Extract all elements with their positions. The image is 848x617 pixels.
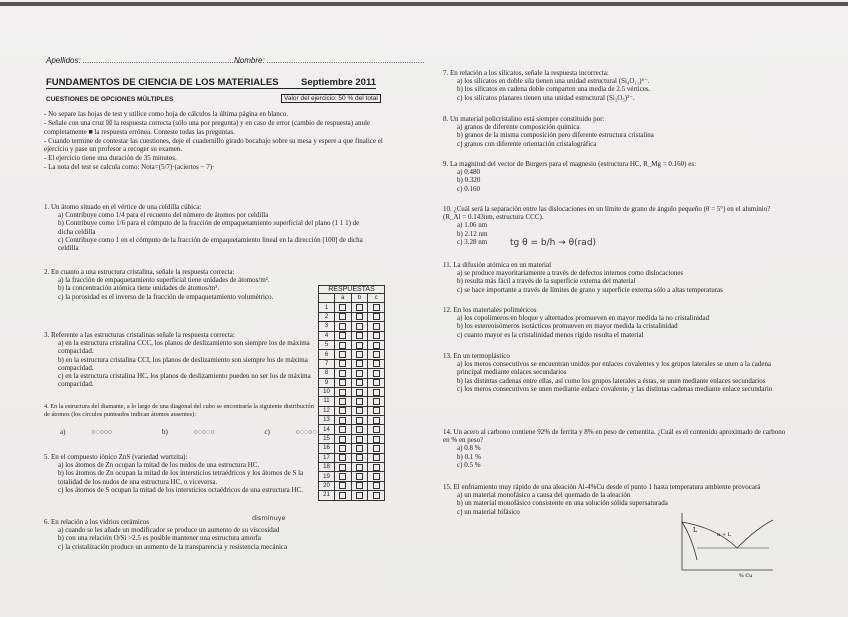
checkbox-icon[interactable] bbox=[356, 436, 363, 443]
instructions bbox=[44, 110, 389, 172]
checkbox-icon[interactable] bbox=[356, 389, 363, 396]
question-8 bbox=[443, 115, 773, 148]
label-axis: % Cu bbox=[739, 573, 753, 578]
apellidos-line: Apellidos: ........................................................................ bbox=[46, 56, 243, 65]
rule: - Cuando termine de contestar las cuestiones, deje el cuadernillo girado bocabajo sobre su mesa y espere a que finalice el ejercicio y pase un profesor a recoger su examen. bbox=[44, 136, 383, 153]
checkbox-icon[interactable] bbox=[373, 464, 380, 471]
checkbox-icon[interactable] bbox=[339, 417, 346, 424]
answer-cell-c[interactable] bbox=[368, 425, 385, 434]
checkbox-icon[interactable] bbox=[373, 482, 380, 489]
answer-cell-a[interactable] bbox=[335, 331, 352, 340]
question-3 bbox=[44, 331, 314, 388]
row-number: 21 bbox=[319, 491, 335, 500]
answer-cell-a[interactable] bbox=[335, 425, 352, 434]
checkbox-icon[interactable] bbox=[356, 473, 363, 480]
option-b[interactable]: b) los silicatos en cadena doble comparten una media de 2.5 vértices. bbox=[457, 85, 651, 94]
option-a[interactable]: a) granos de diferente composición química bbox=[457, 123, 580, 132]
row-number: 13 bbox=[319, 416, 335, 425]
answer-cell-b[interactable] bbox=[351, 491, 368, 500]
option-c[interactable]: c) los átomos de S ocupan la mitad de los intersticios octaédricos de una estructura HC. bbox=[58, 485, 303, 494]
option-c[interactable]: c) los silicatos planares tienen una unidad estructural (Si₂O₅)²⁻. bbox=[457, 93, 635, 102]
checkbox-icon[interactable] bbox=[356, 482, 363, 489]
option-a[interactable]: a) cuando se les añade un modificador se produce un aumento de su viscosidad bbox=[58, 526, 280, 535]
checkbox-icon[interactable] bbox=[356, 426, 363, 433]
option-b[interactable]: b) las distintas cadenas entre ellas, así como los grupos laterales a éstas, se unen mediante enlaces secundarios bbox=[457, 376, 766, 385]
checkbox-icon[interactable] bbox=[373, 407, 380, 414]
checkbox-icon[interactable] bbox=[373, 379, 380, 386]
question-11 bbox=[443, 261, 788, 294]
option-a[interactable]: a) los átomos de Zn ocupan la mitad de los nudos de una estructura HC. bbox=[58, 461, 260, 470]
option-c[interactable]: c) los meros consecutivos se unen mediante enlace covalente, y las distintas cadenas mediante enlace secundario bbox=[457, 384, 773, 393]
option-b[interactable]: b) en la estructura cristalina CCI, los planos de deslizamiento son siempre los de máxima compacidad. bbox=[58, 355, 308, 372]
answer-cell-c[interactable] bbox=[368, 359, 385, 368]
option-c[interactable]: c) 0.5 % bbox=[457, 460, 481, 469]
question-1 bbox=[44, 203, 364, 252]
column-header-a: a bbox=[335, 294, 352, 303]
table-row bbox=[319, 387, 385, 396]
scan-edge bbox=[0, 2, 848, 6]
column-header-b: b bbox=[351, 294, 368, 303]
checkbox-icon[interactable] bbox=[356, 379, 363, 386]
checkbox-icon[interactable] bbox=[356, 332, 363, 339]
answer-cell-b[interactable] bbox=[351, 481, 368, 490]
answer-cell-a[interactable] bbox=[335, 369, 352, 378]
row-number: 19 bbox=[319, 472, 335, 481]
option-b[interactable]: b) los átomos de Zn ocupan la mitad de los intersticios tetraédricos y los átomos de S la totalidad de los nudos de una estructura HC, o viceversa. bbox=[58, 469, 304, 486]
answer-cell-c[interactable] bbox=[368, 303, 385, 312]
checkbox-icon[interactable] bbox=[373, 417, 380, 424]
answer-cell-b[interactable] bbox=[351, 322, 368, 331]
option-a[interactable]: a) los copolímeros en bloque y alternados promueven en mayor medida la no cristalinidad bbox=[457, 314, 710, 323]
question-7 bbox=[443, 69, 773, 102]
option-a[interactable]: a) se produce mayoritariamente a través de defectos internos como dislocaciones bbox=[457, 269, 684, 278]
checkbox-icon[interactable] bbox=[356, 417, 363, 424]
option-a[interactable]: a) los silicatos en doble sila tienen una unidad estructural (Si₄O₁₁)⁶⁻. bbox=[457, 77, 650, 86]
answer-cell-c[interactable] bbox=[368, 369, 385, 378]
option-b[interactable]: b) 2.12 nm bbox=[457, 229, 488, 238]
answer-cell-b[interactable] bbox=[351, 303, 368, 312]
table-row bbox=[319, 331, 385, 340]
answer-cell-c[interactable] bbox=[368, 406, 385, 415]
question-stem: 6. En relación a los vidrios cerámicos bbox=[44, 518, 150, 526]
table-row bbox=[319, 444, 385, 453]
answer-cell-a[interactable] bbox=[335, 406, 352, 415]
table-row bbox=[319, 397, 385, 406]
row-number: 7 bbox=[319, 359, 335, 368]
answer-cell-b[interactable] bbox=[351, 406, 368, 415]
checkbox-icon[interactable] bbox=[373, 360, 380, 367]
answer-cell-a[interactable] bbox=[335, 434, 352, 443]
row-number: 6 bbox=[319, 350, 335, 359]
question-2 bbox=[44, 268, 314, 301]
answers-body bbox=[319, 303, 385, 500]
handwritten-note-q6: disminuye bbox=[252, 514, 286, 522]
checkbox-icon[interactable] bbox=[356, 398, 363, 405]
option-a[interactable]: a) ○◌○○○ bbox=[60, 428, 113, 436]
answer-cell-c[interactable] bbox=[368, 322, 385, 331]
option-a[interactable]: a) en la estructura cristalina CCC, los planos de deslizamiento son siempre los de máxima compacidad. bbox=[58, 339, 310, 356]
row-number: 11 bbox=[319, 397, 335, 406]
answer-cell-a[interactable] bbox=[335, 303, 352, 312]
row-number: 20 bbox=[319, 481, 335, 490]
answer-cell-b[interactable] bbox=[351, 463, 368, 472]
checkbox-icon[interactable] bbox=[339, 482, 346, 489]
question-stem: 13. En un termoplástico bbox=[443, 352, 510, 360]
checkbox-icon[interactable] bbox=[373, 492, 380, 499]
rule: - La nota del test se calcula como: Nota=(5/7)·(aciertos − 7)· bbox=[44, 163, 215, 171]
answer-cell-b[interactable] bbox=[351, 416, 368, 425]
checkbox-icon[interactable] bbox=[356, 304, 363, 311]
answer-cell-b[interactable] bbox=[351, 340, 368, 349]
phase-diagram bbox=[677, 508, 777, 578]
option-c[interactable]: c) la porosidad es el inverso de la fracción de empaquetamiento volumétrico. bbox=[58, 292, 274, 301]
atoms-b-icon: ○◌○◌○ bbox=[193, 428, 215, 436]
question-10 bbox=[443, 205, 788, 246]
checkbox-icon[interactable] bbox=[373, 304, 380, 311]
answer-cell-c[interactable] bbox=[368, 331, 385, 340]
row-number: 8 bbox=[319, 369, 335, 378]
question-stem: 15. El enfriamiento muy rápido de una aleación Al-4%Cu desde el punto 1 hasta temperatura ambiente provocará bbox=[443, 483, 761, 491]
question-4 bbox=[44, 403, 314, 419]
checkbox-icon[interactable] bbox=[356, 407, 363, 414]
option-c[interactable]: c) se hace importante a través de límites de grano y superficie externa sólo a altas temperaturas bbox=[457, 285, 723, 294]
exercise-value-box: Valor del ejercicio: 50 % del total bbox=[281, 94, 381, 103]
label-l: L bbox=[693, 527, 697, 534]
answer-cell-c[interactable] bbox=[368, 312, 385, 321]
question-stem: 1. Un átomo situado en el vértice de una celdilla cúbica: bbox=[44, 203, 202, 211]
option-a[interactable]: a) 1.06 nm bbox=[457, 221, 488, 230]
option-b[interactable]: b) la concentración atómica tiene unidades de átomos/m³. bbox=[58, 284, 220, 293]
answer-cell-a[interactable] bbox=[335, 463, 352, 472]
checkbox-icon[interactable] bbox=[339, 389, 346, 396]
answer-cell-c[interactable] bbox=[368, 397, 385, 406]
label-alpha-l: α + L bbox=[717, 532, 732, 538]
option-b[interactable]: b) los estereoisómeros isotácticos promueven en mayor medida la cristalinidad bbox=[457, 322, 678, 331]
exam-title bbox=[46, 77, 376, 89]
checkbox-icon[interactable] bbox=[356, 454, 363, 461]
option-a[interactable]: a) los meros consecutivos se encuentran unidos por enlaces covalentes y los grupos laterales se unen a la cadena principal mediante enlaces secundarios bbox=[457, 360, 772, 377]
table-row bbox=[319, 434, 385, 443]
checkbox-icon[interactable] bbox=[356, 445, 363, 452]
row-number: 18 bbox=[319, 463, 335, 472]
table-row bbox=[319, 406, 385, 415]
question-stem: 12. En los materiales poliméricos bbox=[443, 306, 537, 314]
answer-cell-c[interactable] bbox=[368, 444, 385, 453]
option-a[interactable]: a) 0.8 % bbox=[457, 444, 481, 453]
checkbox-icon[interactable] bbox=[339, 398, 346, 405]
row-number: 16 bbox=[319, 444, 335, 453]
option-c[interactable]: c) ○◌◌○◌ bbox=[264, 428, 317, 436]
checkbox-icon[interactable] bbox=[339, 379, 346, 386]
checkbox-icon[interactable] bbox=[373, 454, 380, 461]
answer-cell-b[interactable] bbox=[351, 331, 368, 340]
answer-cell-b[interactable] bbox=[351, 359, 368, 368]
answer-cell-b[interactable] bbox=[351, 397, 368, 406]
table-row bbox=[319, 312, 385, 321]
option-a[interactable]: a) 0.480 bbox=[457, 168, 480, 177]
checkbox-icon[interactable] bbox=[356, 464, 363, 471]
checkbox-icon[interactable] bbox=[373, 342, 380, 349]
option-b[interactable]: b) con una relación O/Si >2.5 es posible mantener una estructura amorfa bbox=[58, 534, 261, 543]
question-stem: 11. La difusión atómica en un material bbox=[443, 261, 552, 269]
question-stem: 10. ¿Cuál será la separación entre las dislocaciones en un límite de grano de ángulo pequeño (θ = 5°) en el aluminio? (R_Al = 0.143nm, estructura CCC). bbox=[443, 205, 771, 222]
section-subtitle: CUESTIONES DE OPCIONES MÚLTIPLES bbox=[46, 96, 174, 103]
rule: - No separe las hojas de test y utilice como hoja de cálculos la última página en blanco. bbox=[44, 110, 289, 118]
answer-cell-c[interactable] bbox=[368, 491, 385, 500]
answer-cell-b[interactable] bbox=[351, 444, 368, 453]
option-b[interactable]: b) Contribuye como 1/6 para el cómputo de la fracción de empaquetamiento superficial del plano (1 1 1) de dicha celdilla bbox=[58, 219, 360, 236]
answer-cell-c[interactable] bbox=[368, 463, 385, 472]
option-c[interactable]: c) un material bifásico bbox=[457, 507, 520, 516]
answer-cell-b[interactable] bbox=[351, 378, 368, 387]
answer-cell-a[interactable] bbox=[335, 416, 352, 425]
checkbox-icon[interactable] bbox=[339, 332, 346, 339]
option-c[interactable]: c) en la estructura cristalina HC, los planos de deslizamiento pueden no ser los de máxima compacidad. bbox=[58, 372, 311, 389]
checkbox-icon[interactable] bbox=[339, 464, 346, 471]
handwritten-note-q10: tg θ = b/h → θ(rad) bbox=[510, 238, 597, 248]
answer-cell-b[interactable] bbox=[351, 387, 368, 396]
answer-cell-c[interactable] bbox=[368, 481, 385, 490]
answer-cell-a[interactable] bbox=[335, 312, 352, 321]
answer-cell-a[interactable] bbox=[335, 481, 352, 490]
question-stem: 7. En relación a los silicatos, señale la respuesta incorrecta: bbox=[443, 69, 609, 77]
checkbox-icon[interactable] bbox=[373, 436, 380, 443]
answer-cell-a[interactable] bbox=[335, 444, 352, 453]
row-number: 15 bbox=[319, 434, 335, 443]
checkbox-icon[interactable] bbox=[373, 370, 380, 377]
table-row bbox=[319, 340, 385, 349]
table-row bbox=[319, 322, 385, 331]
checkbox-icon[interactable] bbox=[356, 313, 363, 320]
checkbox-icon[interactable] bbox=[356, 360, 363, 367]
checkbox-icon[interactable] bbox=[373, 351, 380, 358]
checkbox-icon[interactable] bbox=[356, 342, 363, 349]
option-c[interactable]: c) la cristalización produce un aumento de la transparencia y resistencia mecánica bbox=[58, 542, 288, 551]
checkbox-icon[interactable] bbox=[339, 407, 346, 414]
option-b[interactable]: b) 0.1 % bbox=[457, 452, 481, 461]
checkbox-icon[interactable] bbox=[356, 492, 363, 499]
checkbox-icon[interactable] bbox=[339, 323, 346, 330]
checkbox-icon[interactable] bbox=[373, 313, 380, 320]
row-number: 1 bbox=[319, 303, 335, 312]
row-number: 5 bbox=[319, 340, 335, 349]
option-c[interactable]: c) Contribuye como 1 en el cómputo de la fracción de empaquetamiento lineal en la dirección [100] de dicha celdilla bbox=[58, 235, 363, 253]
question-stem: 2. En cuanto a una estructura cristalina, señale la respuesta correcta: bbox=[44, 268, 235, 276]
answer-cell-b[interactable] bbox=[351, 369, 368, 378]
checkbox-icon[interactable] bbox=[339, 351, 346, 358]
rule: - El ejercicio tiene una duración de 35 minutos. bbox=[44, 154, 177, 162]
checkbox-icon[interactable] bbox=[339, 313, 346, 320]
checkbox-icon[interactable] bbox=[339, 492, 346, 499]
row-number: 12 bbox=[319, 406, 335, 415]
answer-cell-c[interactable] bbox=[368, 453, 385, 462]
checkbox-icon[interactable] bbox=[356, 323, 363, 330]
checkbox-icon[interactable] bbox=[356, 351, 363, 358]
checkbox-icon[interactable] bbox=[339, 360, 346, 367]
answer-cell-b[interactable] bbox=[351, 312, 368, 321]
answer-cell-a[interactable] bbox=[335, 359, 352, 368]
answer-cell-b[interactable] bbox=[351, 350, 368, 359]
answer-cell-c[interactable] bbox=[368, 350, 385, 359]
answer-cell-c[interactable] bbox=[368, 378, 385, 387]
checkbox-icon[interactable] bbox=[339, 342, 346, 349]
answer-cell-b[interactable] bbox=[351, 434, 368, 443]
table-row bbox=[319, 481, 385, 490]
table-row bbox=[319, 472, 385, 481]
option-c[interactable]: c) granos con diferente orientación cristalográfica bbox=[457, 139, 597, 148]
question-12 bbox=[443, 306, 788, 339]
table-row bbox=[319, 378, 385, 387]
table-row bbox=[319, 303, 385, 312]
checkbox-icon[interactable] bbox=[339, 370, 346, 377]
atoms-a-icon: ○◌○○○ bbox=[91, 428, 113, 436]
checkbox-icon[interactable] bbox=[373, 389, 380, 396]
checkbox-icon[interactable] bbox=[373, 398, 380, 405]
checkbox-icon[interactable] bbox=[373, 445, 380, 452]
table-row bbox=[319, 350, 385, 359]
answer-cell-c[interactable] bbox=[368, 387, 385, 396]
question-stem: 9. La magnitud del vector de Burgers para el magnesio (estructura HC, R_Mg = 0.160) es: bbox=[443, 160, 697, 168]
option-b[interactable]: b) resulta más fácil a través de la superficie externa del material bbox=[457, 277, 636, 286]
checkbox-icon[interactable] bbox=[373, 332, 380, 339]
answer-cell-a[interactable] bbox=[335, 397, 352, 406]
question-14 bbox=[443, 428, 788, 469]
table-row bbox=[319, 463, 385, 472]
option-c[interactable]: c) 0.160 bbox=[457, 184, 480, 193]
table-row bbox=[319, 416, 385, 425]
checkbox-icon[interactable] bbox=[373, 323, 380, 330]
option-b[interactable]: b) un material monofásico consistente en una solución sólida supersaturada bbox=[457, 499, 668, 508]
checkbox-icon[interactable] bbox=[339, 454, 346, 461]
table-row bbox=[319, 425, 385, 434]
nombre-line: Nombre: ....................................................................... bbox=[234, 56, 425, 65]
row-number: 14 bbox=[319, 425, 335, 434]
option-a[interactable]: a) Contribuye como 1/4 para el recuento del número de átomos por celdilla bbox=[58, 211, 269, 220]
option-b[interactable]: b) granos de la misma composición pero diferente estructura cristalina bbox=[457, 131, 654, 140]
question-stem: 4. En la estructura del diamante, a lo largo de una diagonal del cubo se encontraría la siguiente distribución de átomos (los círculos punteados indican átomos ausentes): bbox=[44, 403, 314, 419]
course-name: FUNDAMENTOS DE CIENCIA DE LOS MATERIALES bbox=[46, 77, 279, 88]
checkbox-icon[interactable] bbox=[373, 473, 380, 480]
table-row bbox=[319, 491, 385, 500]
table-row bbox=[319, 359, 385, 368]
question-stem: 5. En el compuesto iónico ZnS (variedad wurtzita): bbox=[44, 453, 188, 461]
row-number: 9 bbox=[319, 378, 335, 387]
option-a[interactable]: a) la fracción de empaquetamiento superficial tiene unidades de átomos/m². bbox=[58, 276, 270, 285]
question-stem: 3. Referente a las estructuras cristalinas señale la respuesta correcta: bbox=[44, 331, 235, 339]
option-b[interactable]: b) 0.320 bbox=[457, 176, 481, 185]
exam-date: Septiembre 2011 bbox=[301, 77, 376, 88]
answer-cell-c[interactable] bbox=[368, 434, 385, 443]
answer-cell-a[interactable] bbox=[335, 472, 352, 481]
answer-cell-c[interactable] bbox=[368, 416, 385, 425]
option-b[interactable]: b) ○◌○◌○ bbox=[162, 428, 215, 436]
answer-cell-b[interactable] bbox=[351, 453, 368, 462]
checkbox-icon[interactable] bbox=[339, 445, 346, 452]
row-number: 17 bbox=[319, 453, 335, 462]
answer-cell-a[interactable] bbox=[335, 322, 352, 331]
answers-caption: RESPUESTAS bbox=[318, 285, 385, 293]
answer-cell-a[interactable] bbox=[335, 350, 352, 359]
row-number: 4 bbox=[319, 331, 335, 340]
checkbox-icon[interactable] bbox=[339, 436, 346, 443]
rule: - Señale con una cruz ☒ la respuesta correcta (sólo una por pregunta) y en caso de error (cambio de respuesta) anule completamente ■ la respuesta errónea. Conteste todas las preguntas. bbox=[44, 119, 370, 136]
table-row bbox=[319, 369, 385, 378]
checkbox-icon[interactable] bbox=[339, 304, 346, 311]
question-stem: 8. Un material policristalino está siempre constituido por: bbox=[443, 115, 605, 123]
option-c[interactable]: c) 3.28 nm bbox=[457, 237, 488, 246]
table-corner bbox=[319, 294, 335, 303]
option-c[interactable]: c) cuanto mayor es la cristalinidad menos rígido resulta el material bbox=[457, 330, 644, 339]
answers-table bbox=[318, 285, 385, 501]
row-number: 10 bbox=[319, 387, 335, 396]
answer-cell-c[interactable] bbox=[368, 340, 385, 349]
answer-cell-a[interactable] bbox=[335, 387, 352, 396]
row-number: 3 bbox=[319, 322, 335, 331]
table-row bbox=[319, 453, 385, 462]
question-stem: 14. Un acero al carbono contiene 92% de ferrita y 8% en peso de cementita. ¿Cuál es el contenido aproximado de carbono en % en peso? bbox=[443, 428, 786, 445]
atoms-c-icon: ○◌◌○◌ bbox=[295, 428, 317, 436]
question-13 bbox=[443, 352, 788, 393]
checkbox-icon[interactable] bbox=[339, 473, 346, 480]
answer-cell-b[interactable] bbox=[351, 425, 368, 434]
option-a[interactable]: a) un material monofásico a causa del quemado de la aleación bbox=[457, 491, 631, 500]
checkbox-icon[interactable] bbox=[373, 426, 380, 433]
answer-cell-c[interactable] bbox=[368, 472, 385, 481]
answer-cell-a[interactable] bbox=[335, 453, 352, 462]
answer-cell-a[interactable] bbox=[335, 340, 352, 349]
answer-cell-a[interactable] bbox=[335, 378, 352, 387]
answer-cell-b[interactable] bbox=[351, 472, 368, 481]
column-header-c: c bbox=[368, 294, 385, 303]
checkbox-icon[interactable] bbox=[356, 370, 363, 377]
row-number: 2 bbox=[319, 312, 335, 321]
question-6 bbox=[44, 518, 364, 551]
answer-cell-a[interactable] bbox=[335, 491, 352, 500]
question-5 bbox=[44, 453, 314, 494]
question-9 bbox=[443, 160, 783, 193]
checkbox-icon[interactable] bbox=[339, 426, 346, 433]
